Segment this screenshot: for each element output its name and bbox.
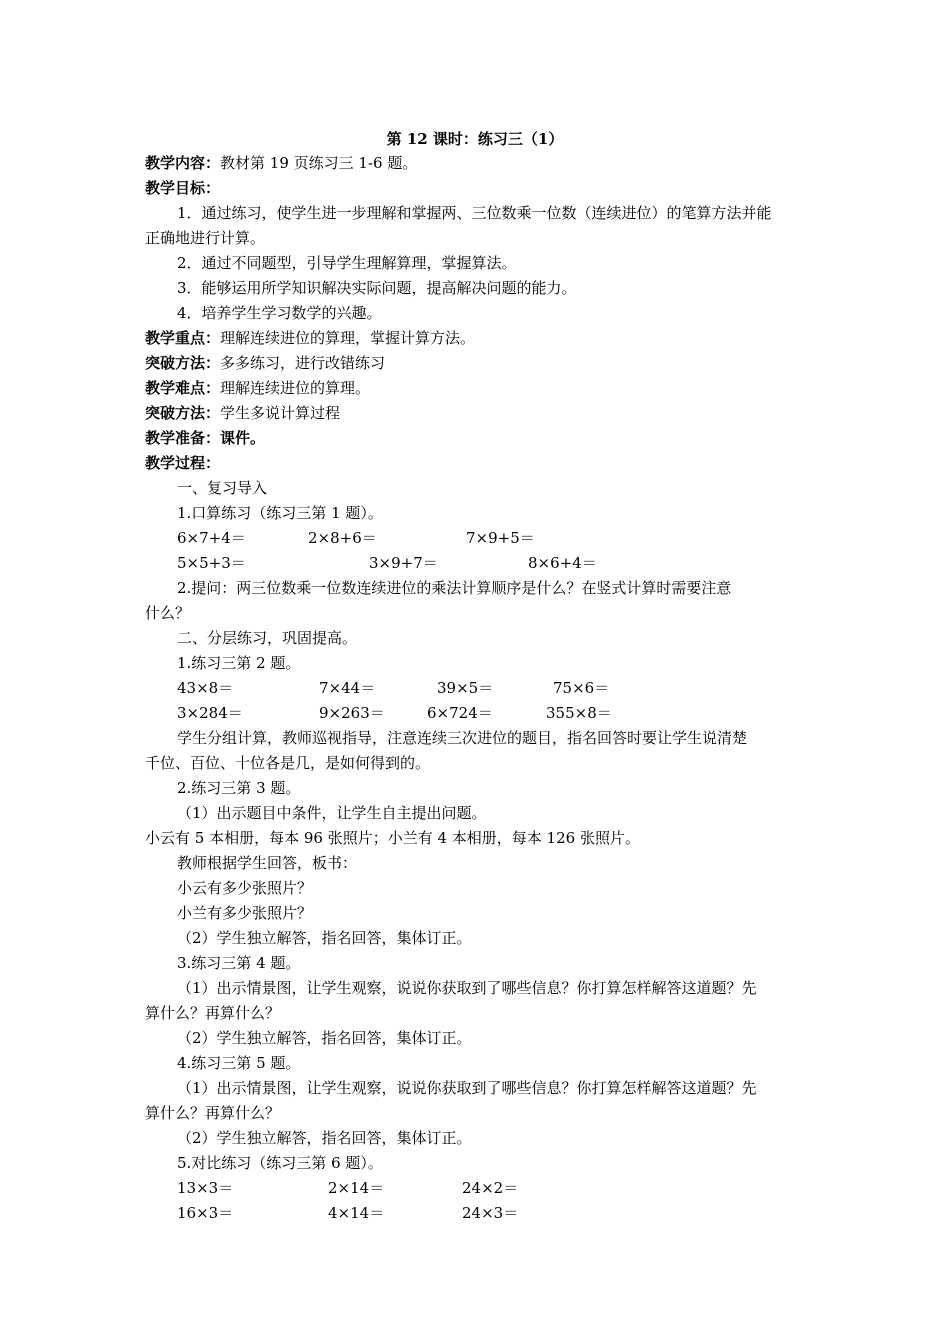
- s2-p2: 2.练习三第 3 题。: [177, 779, 301, 797]
- content-text: 教材第 19 页练习三 1-6 题。: [220, 154, 418, 172]
- calc-item: 8×6+4＝: [528, 554, 597, 572]
- s2-p3b: 算什么？再算什么？: [145, 1004, 281, 1022]
- calc-item: 3×9+7＝: [369, 554, 438, 572]
- s2-p5: 5.对比练习（练习三第 6 题）。: [177, 1154, 383, 1172]
- calc-item: 6×7+4＝: [177, 529, 246, 547]
- goal-2: 2．通过不同题型，引导学生理解算理，掌握算法。: [177, 254, 517, 272]
- calc-item: 75×6＝: [553, 679, 610, 697]
- goals-label: 教学目标：: [145, 179, 221, 197]
- s2-p3c: （2）学生独立解答，指名回答，集体订正。: [177, 1029, 472, 1047]
- calc-item: 4×14＝: [328, 1204, 385, 1222]
- calc-row-1: [177, 526, 810, 550]
- s2-p3a: （1）出示情景图，让学生观察，说说你获取到了哪些信息？你打算怎样解答这道题？先: [177, 979, 757, 997]
- calc-item: 16×3＝: [177, 1204, 234, 1222]
- calc-item: 7×44＝: [319, 679, 376, 697]
- key-line: [145, 326, 810, 350]
- s2-p4c: （2）学生独立解答，指名回答，集体订正。: [177, 1129, 472, 1147]
- method2-text: 学生多说计算过程: [220, 404, 341, 422]
- calc-item: 5×5+3＝: [177, 554, 246, 572]
- goal-4: 4．培养学生学习数学的兴趣。: [177, 304, 382, 322]
- difficulty-line: [145, 376, 810, 400]
- s2-p1: 1.练习三第 2 题。: [177, 654, 301, 672]
- prep-label: 教学准备：: [145, 429, 221, 447]
- calc-row-4: [177, 701, 810, 725]
- s2-p4b: 算什么？再算什么？: [145, 1104, 281, 1122]
- s1-q1: 1.口算练习（练习三第 1 题）。: [177, 504, 383, 522]
- calc-item: 39×5＝: [437, 679, 494, 697]
- goal-3: 3．能够运用所学知识解决实际问题，提高解决问题的能力。: [177, 279, 577, 297]
- calc-item: 7×9+5＝: [466, 529, 535, 547]
- s2-p2d: 小云有多少张照片？: [177, 879, 313, 897]
- method1-text: 多多练习，进行改错练习: [220, 354, 386, 372]
- calc-row-3: [177, 676, 810, 700]
- method2-label: 突破方法：: [145, 404, 221, 422]
- s2-n1b: 千位、百位、十位各是几，是如何得到的。: [145, 754, 431, 772]
- prep-line: [145, 426, 810, 450]
- calc-row-2: [177, 551, 810, 575]
- s2-p3: 3.练习三第 4 题。: [177, 954, 301, 972]
- key-text: 理解连续进位的算理，掌握计算方法。: [220, 329, 476, 347]
- s2-p2e: 小兰有多少张照片？: [177, 904, 313, 922]
- method2-line: [145, 401, 810, 425]
- calc-row-5: [177, 1176, 810, 1200]
- method1-line: [145, 351, 810, 375]
- content-line: [145, 151, 810, 175]
- calc-item: 2×8+6＝: [308, 529, 377, 547]
- s2-p2c: 教师根据学生回答，板书：: [177, 854, 358, 872]
- calc-item: 355×8＝: [546, 704, 612, 722]
- s2-p2f: （2）学生独立解答，指名回答，集体订正。: [177, 929, 472, 947]
- section-1-heading: 一、复习导入: [177, 479, 268, 497]
- calc-item: 6×724＝: [427, 704, 493, 722]
- process-label: 教学过程：: [145, 454, 221, 472]
- s1-q2b: 什么？: [145, 604, 191, 622]
- difficulty-label: 教学难点：: [145, 379, 221, 397]
- difficulty-text: 理解连续进位的算理。: [220, 379, 371, 397]
- calc-item: 24×2＝: [462, 1179, 519, 1197]
- s2-p2b: 小云有 5 本相册，每本 96 张照片；小兰有 4 本相册，每本 126 张照片。: [145, 829, 640, 847]
- calc-item: 3×284＝: [177, 704, 243, 722]
- content-label: 教学内容：: [145, 154, 221, 172]
- key-label: 教学重点：: [145, 329, 221, 347]
- calc-item: 43×8＝: [177, 679, 234, 697]
- calc-row-6: [177, 1201, 810, 1225]
- section-2-heading: 二、分层练习，巩固提高。: [177, 629, 358, 647]
- goal-1b: 正确地进行计算。: [145, 229, 266, 247]
- s2-p4a: （1）出示情景图，让学生观察，说说你获取到了哪些信息？你打算怎样解答这道题？先: [177, 1079, 757, 1097]
- calc-item: 9×263＝: [319, 704, 385, 722]
- calc-item: 2×14＝: [328, 1179, 385, 1197]
- prep-text: 课件。: [220, 429, 266, 447]
- page-title: 第 12 课时：练习三（1）: [386, 130, 564, 148]
- s2-n1a: 学生分组计算，教师巡视指导，注意连续三次进位的题目，指名回答时要让学生说清楚: [177, 729, 748, 747]
- calc-item: 13×3＝: [177, 1179, 234, 1197]
- s2-p4: 4.练习三第 5 题。: [177, 1054, 301, 1072]
- method1-label: 突破方法：: [145, 354, 221, 372]
- goal-1a: 1．通过练习，使学生进一步理解和掌握两、三位数乘一位数（连续进位）的笔算方法并能: [177, 204, 772, 222]
- s1-q2a: 2.提问：两三位数乘一位数连续进位的乘法计算顺序是什么？在竖式计算时需要注意: [177, 579, 732, 597]
- calc-item: 24×3＝: [462, 1204, 519, 1222]
- s2-p2a: （1）出示题目中条件，让学生自主提出问题。: [177, 804, 487, 822]
